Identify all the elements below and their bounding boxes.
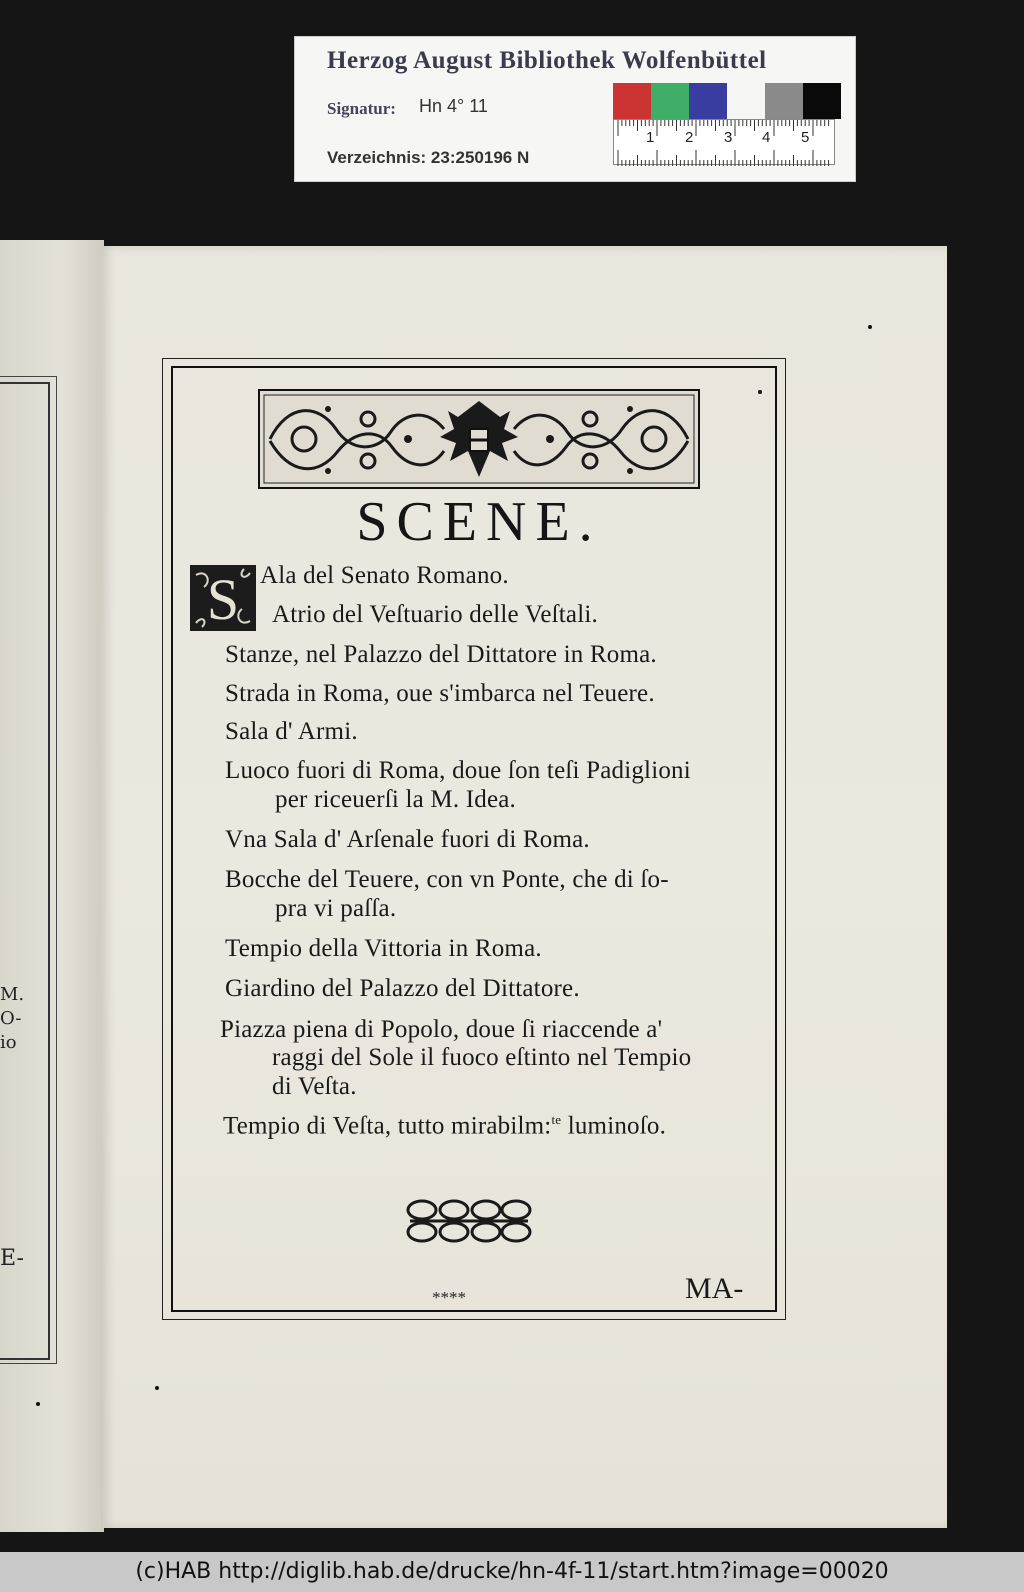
- scene-line: Atrio del Veſtuario delle Veſtali.: [272, 601, 598, 628]
- scene-line: per riceuerſi la M. Idea.: [275, 786, 516, 813]
- scene-text: Tempio di Veſta, tutto mirabilm:: [223, 1112, 552, 1140]
- ruler-number: 1: [646, 129, 655, 146]
- swatch-green: [651, 83, 689, 119]
- ruler-number: 4: [762, 129, 771, 146]
- scene-line: raggi del Sole il fuoco eſtinto nel Tempio: [272, 1044, 692, 1071]
- library-label: [294, 36, 856, 182]
- scene-line: di Veſta.: [272, 1073, 357, 1100]
- copyright-footer: (c)HAB http://diglib.hab.de/drucke/hn-4f-11/start.htm?image=00020: [0, 1552, 1024, 1592]
- scene-line: Tempio della Vittoria in Roma.: [225, 935, 542, 962]
- catchword: MA-: [685, 1272, 744, 1305]
- scene-line: Piazza piena di Popolo, doue ſi riaccende a': [220, 1016, 663, 1043]
- left-page-fragment: io: [0, 1032, 17, 1053]
- ruler-number: 2: [685, 129, 694, 146]
- scene-line-last: [223, 1112, 666, 1140]
- left-page-frame: [0, 382, 50, 1360]
- signature-mark: ****: [432, 1288, 466, 1307]
- decorated-initial: [190, 565, 256, 631]
- swatch-red: [613, 83, 651, 119]
- left-page-fragment: M.: [0, 984, 25, 1005]
- left-page-fragment: O-: [0, 1008, 22, 1029]
- scene-text: luminoſo.: [561, 1112, 667, 1140]
- color-checker: [613, 83, 841, 119]
- scene-line: Bocche del Teuere, con vn Ponte, che di ſo-: [225, 866, 669, 893]
- speck: [36, 1402, 40, 1406]
- speck: [155, 1386, 159, 1390]
- scale-ruler: [613, 119, 835, 165]
- initial-letter: S: [206, 567, 240, 631]
- verzeichnis-text: Verzeichnis: 23:250196 N: [327, 148, 530, 167]
- swatch-blue: [689, 83, 727, 119]
- speck: [758, 390, 762, 394]
- signatur-label: Signatur:: [327, 99, 396, 118]
- scene-line: Vna Sala d' Arſenale fuori di Roma.: [225, 826, 590, 853]
- scene-line: Sala d' Armi.: [225, 718, 358, 745]
- tailpiece-ornament: [402, 1195, 536, 1247]
- speck: [868, 325, 872, 329]
- library-name: Herzog August Bibliothek Wolfenbüttel: [327, 47, 767, 74]
- headpiece-ornament: [258, 389, 700, 489]
- scene-line: pra vi paſſa.: [275, 895, 397, 922]
- swatch-white: [727, 83, 765, 119]
- scene-line: Giardino del Palazzo del Dittatore.: [225, 975, 580, 1002]
- swatch-gray: [765, 83, 803, 119]
- ruler-number: 5: [801, 129, 810, 146]
- scene-line: Stanze, nel Palazzo del Dittatore in Roma.: [225, 641, 657, 668]
- signatur-value: Hn 4° 11: [419, 96, 488, 116]
- left-page-fragment: E-: [0, 1246, 24, 1271]
- swatch-black: [803, 83, 841, 119]
- scene-line: Luoco fuori di Roma, doue ſon teſi Padiglioni: [225, 757, 691, 784]
- page-title: SCENE.: [356, 491, 602, 553]
- scene-line: Strada in Roma, oue s'imbarca nel Teuere.: [225, 680, 655, 707]
- abbreviation-superscript: te: [551, 1112, 562, 1127]
- scene-line: Ala del Senato Romano.: [260, 562, 509, 589]
- ruler-number: 3: [724, 129, 733, 146]
